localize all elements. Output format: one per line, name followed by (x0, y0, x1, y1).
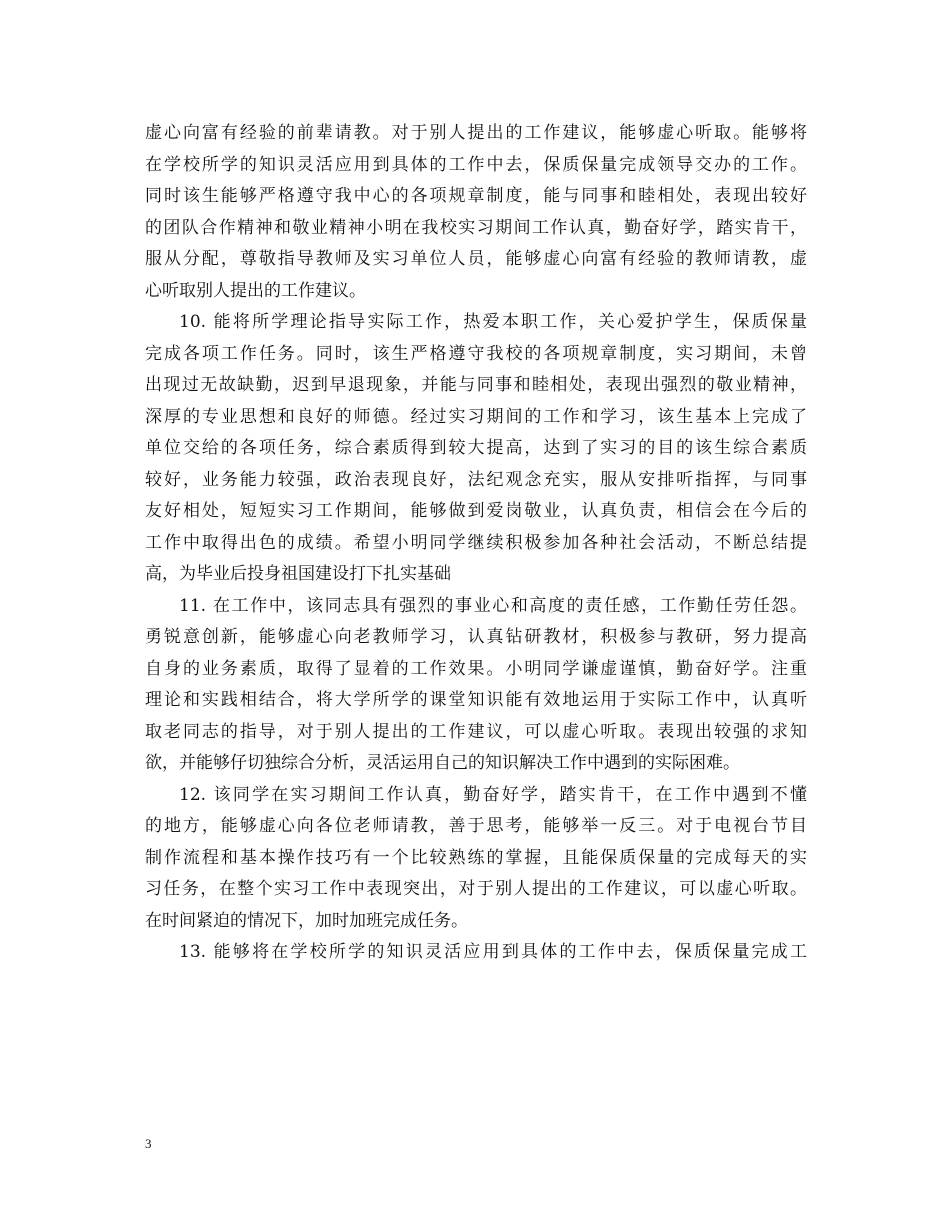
text-line: 心听取别人提出的工作建议。 (145, 280, 366, 301)
text-line: 13. 能够将在学校所学的知识灵活应用到具体的工作中去，保质保量完成工 (179, 942, 807, 962)
text-line: 在学校所学的知识灵活应用到具体的工作中去，保质保量完成领导交办的工作。 (145, 154, 807, 175)
text-line: 习任务，在整个实习工作中表现突出，对于别人提出的工作建议，可以虚心听取。 (145, 879, 807, 899)
text-line: 制作流程和基本操作技巧有一个比较熟练的掌握，且能保质保量的完成每天的实 (145, 847, 807, 868)
text-line: 理论和实践相结合，将大学所学的课堂知识能有效地运用于实际工作中，认真听 (145, 690, 807, 710)
text-line: 的地方，能够虚心向各位老师请教，善于思考，能够举一反三。对于电视台节目 (145, 816, 807, 836)
text-line: 同时该生能够严格遵守我中心的各项规章制度，能与同事和睦相处，表现出较好 (145, 186, 807, 206)
text-line: 勇锐意创新，能够虚心向老教师学习，认真钻研教材，积极参与教研，努力提高 (145, 627, 807, 647)
text-line: 较好，业务能力较强，政治表现良好，法纪观念充实，服从安排听指挥，与同事 (145, 469, 807, 490)
text-line: 12. 该同学在实习期间工作认真，勤奋好学，踏实肯干，在工作中遇到不懂 (179, 784, 807, 805)
text-line: 高，为毕业后投身祖国建设打下扎实基础 (145, 564, 451, 584)
text-line: 单位交给的各项任务，综合素质得到较大提高，达到了实习的目的该生综合素质 (145, 438, 807, 458)
text-line: 完成各项工作任务。同时，该生严格遵守我校的各项规章制度，实习期间，未曾 (145, 343, 807, 364)
text-line: 自身的业务素质，取得了显着的工作效果。小明同学谦虚谨慎，勤奋好学。注重 (145, 658, 807, 679)
text-line: 友好相处，短短实习工作期间，能够做到爱岗敬业，认真负责，相信会在今后的 (145, 501, 807, 521)
text-line: 虚心向富有经验的前辈请教。对于别人提出的工作建议，能够虚心听取。能够将 (145, 123, 807, 143)
document-body (145, 118, 807, 969)
text-line: 11. 在工作中，该同志具有强烈的事业心和高度的责任感，工作勤任劳任怨。 (179, 595, 807, 616)
text-line: 取老同志的指导，对于别人提出的工作建议，可以虚心听取。表现出较强的求知 (145, 721, 807, 742)
text-line: 服从分配，尊敬指导教师及实习单位人员，能够虚心向富有经验的教师请教，虚 (145, 249, 807, 269)
page-number: 3 (145, 1136, 152, 1151)
text-line: 深厚的专业思想和良好的师德。经过实习期间的工作和学习，该生基本上完成了 (145, 406, 807, 427)
text-line: 出现过无故缺勤，迟到早退现象，并能与同事和睦相处，表现出强烈的敬业精神， (145, 375, 807, 395)
text-line: 工作中取得出色的成绩。希望小明同学继续积极参加各种社会活动，不断总结提 (145, 532, 807, 553)
text-line: 10. 能将所学理论指导实际工作，热爱本职工作，关心爱护学生，保质保量 (179, 312, 807, 332)
text-line: 的团队合作精神和敬业精神小明在我校实习期间工作认真，勤奋好学，踏实肯干， (145, 217, 807, 238)
text-line: 在时间紧迫的情况下，加时加班完成任务。 (145, 910, 468, 931)
text-line: 欲，并能够仔切独综合分析，灵活运用自己的知识解决工作中遇到的实际困难。 (145, 753, 740, 773)
